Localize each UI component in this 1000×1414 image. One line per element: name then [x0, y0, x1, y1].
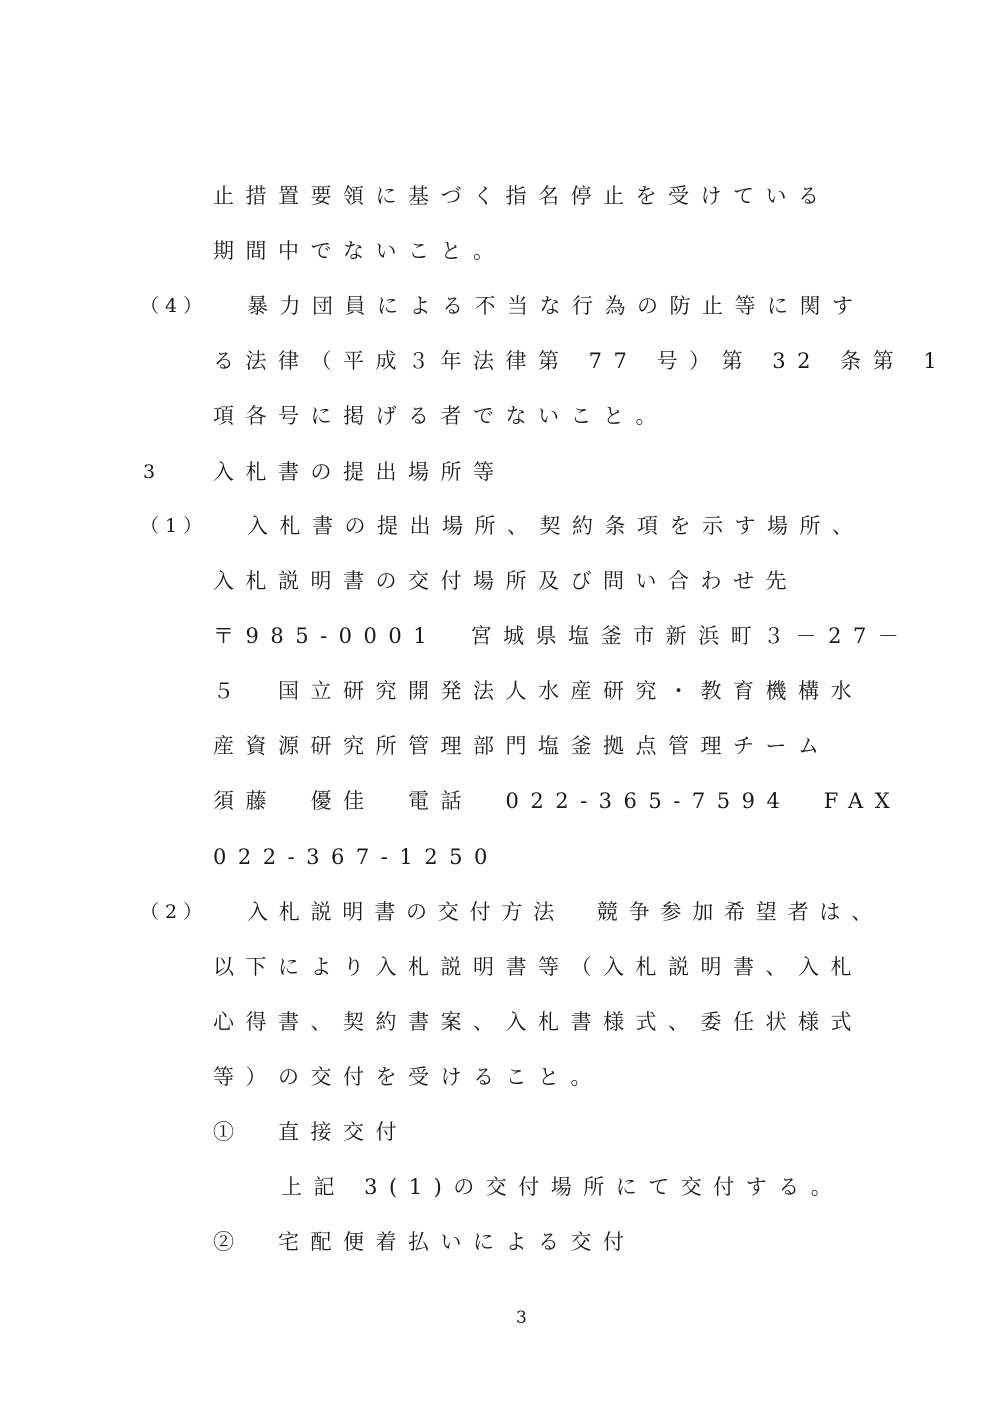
- body-line-3: 暴力団員による不当な行為の防止等に関す: [247, 294, 865, 318]
- section-heading: 入札書の提出場所等: [213, 460, 506, 484]
- section-number-3: 3: [143, 461, 162, 483]
- fax-number-line: 022-367-1250: [213, 845, 499, 869]
- body-line-1: 止措置要領に基づく指名停止を受けている: [213, 184, 831, 208]
- body-line-7: 入札説明書の交付場所及び問い合わせ先: [213, 569, 798, 593]
- body-line-10: 心得書、契約書案、入札書様式、委任状様式: [213, 1010, 863, 1034]
- contact-line: 須藤 優佳 電話 022-365-7594 FAX: [213, 789, 902, 813]
- body-line-5: 項各号に掲げる者でないこと。: [213, 404, 668, 428]
- organization-line-1: ５ 国立研究開発法人水産研究・教育機構水: [213, 679, 863, 703]
- sub-item-1-detail: 上記 3(1)の交付場所にて交付する。: [281, 1175, 844, 1199]
- item-label-2: （2）: [140, 901, 209, 923]
- organization-line-2: 産資源研究所管理部門塩釜拠点管理チーム: [213, 734, 831, 758]
- body-line-2: 期間中でないこと。: [213, 239, 506, 263]
- item-label-1: （1）: [140, 515, 209, 537]
- sub-item-2: ② 宅配便着払いによる交付: [213, 1230, 636, 1254]
- item-label-4: （4）: [140, 295, 209, 317]
- body-line-9: 以下により入札説明書等（入札説明書、入札: [213, 955, 863, 979]
- body-line-6: 入札書の提出場所、契約条項を示す場所、: [247, 514, 865, 538]
- address-line: 〒985-0001 宮城県塩釜市新浜町３－27－: [213, 624, 911, 648]
- body-line-8: 入札説明書の交付方法 競争参加希望者は、: [247, 900, 883, 924]
- body-line-11: 等）の交付を受けること。: [213, 1065, 603, 1089]
- page-number: 3: [516, 1308, 527, 1328]
- sub-item-1: ① 直接交付: [213, 1120, 408, 1144]
- body-line-4: る法律（平成３年法律第 77 号）第 32 条第 1: [213, 349, 949, 373]
